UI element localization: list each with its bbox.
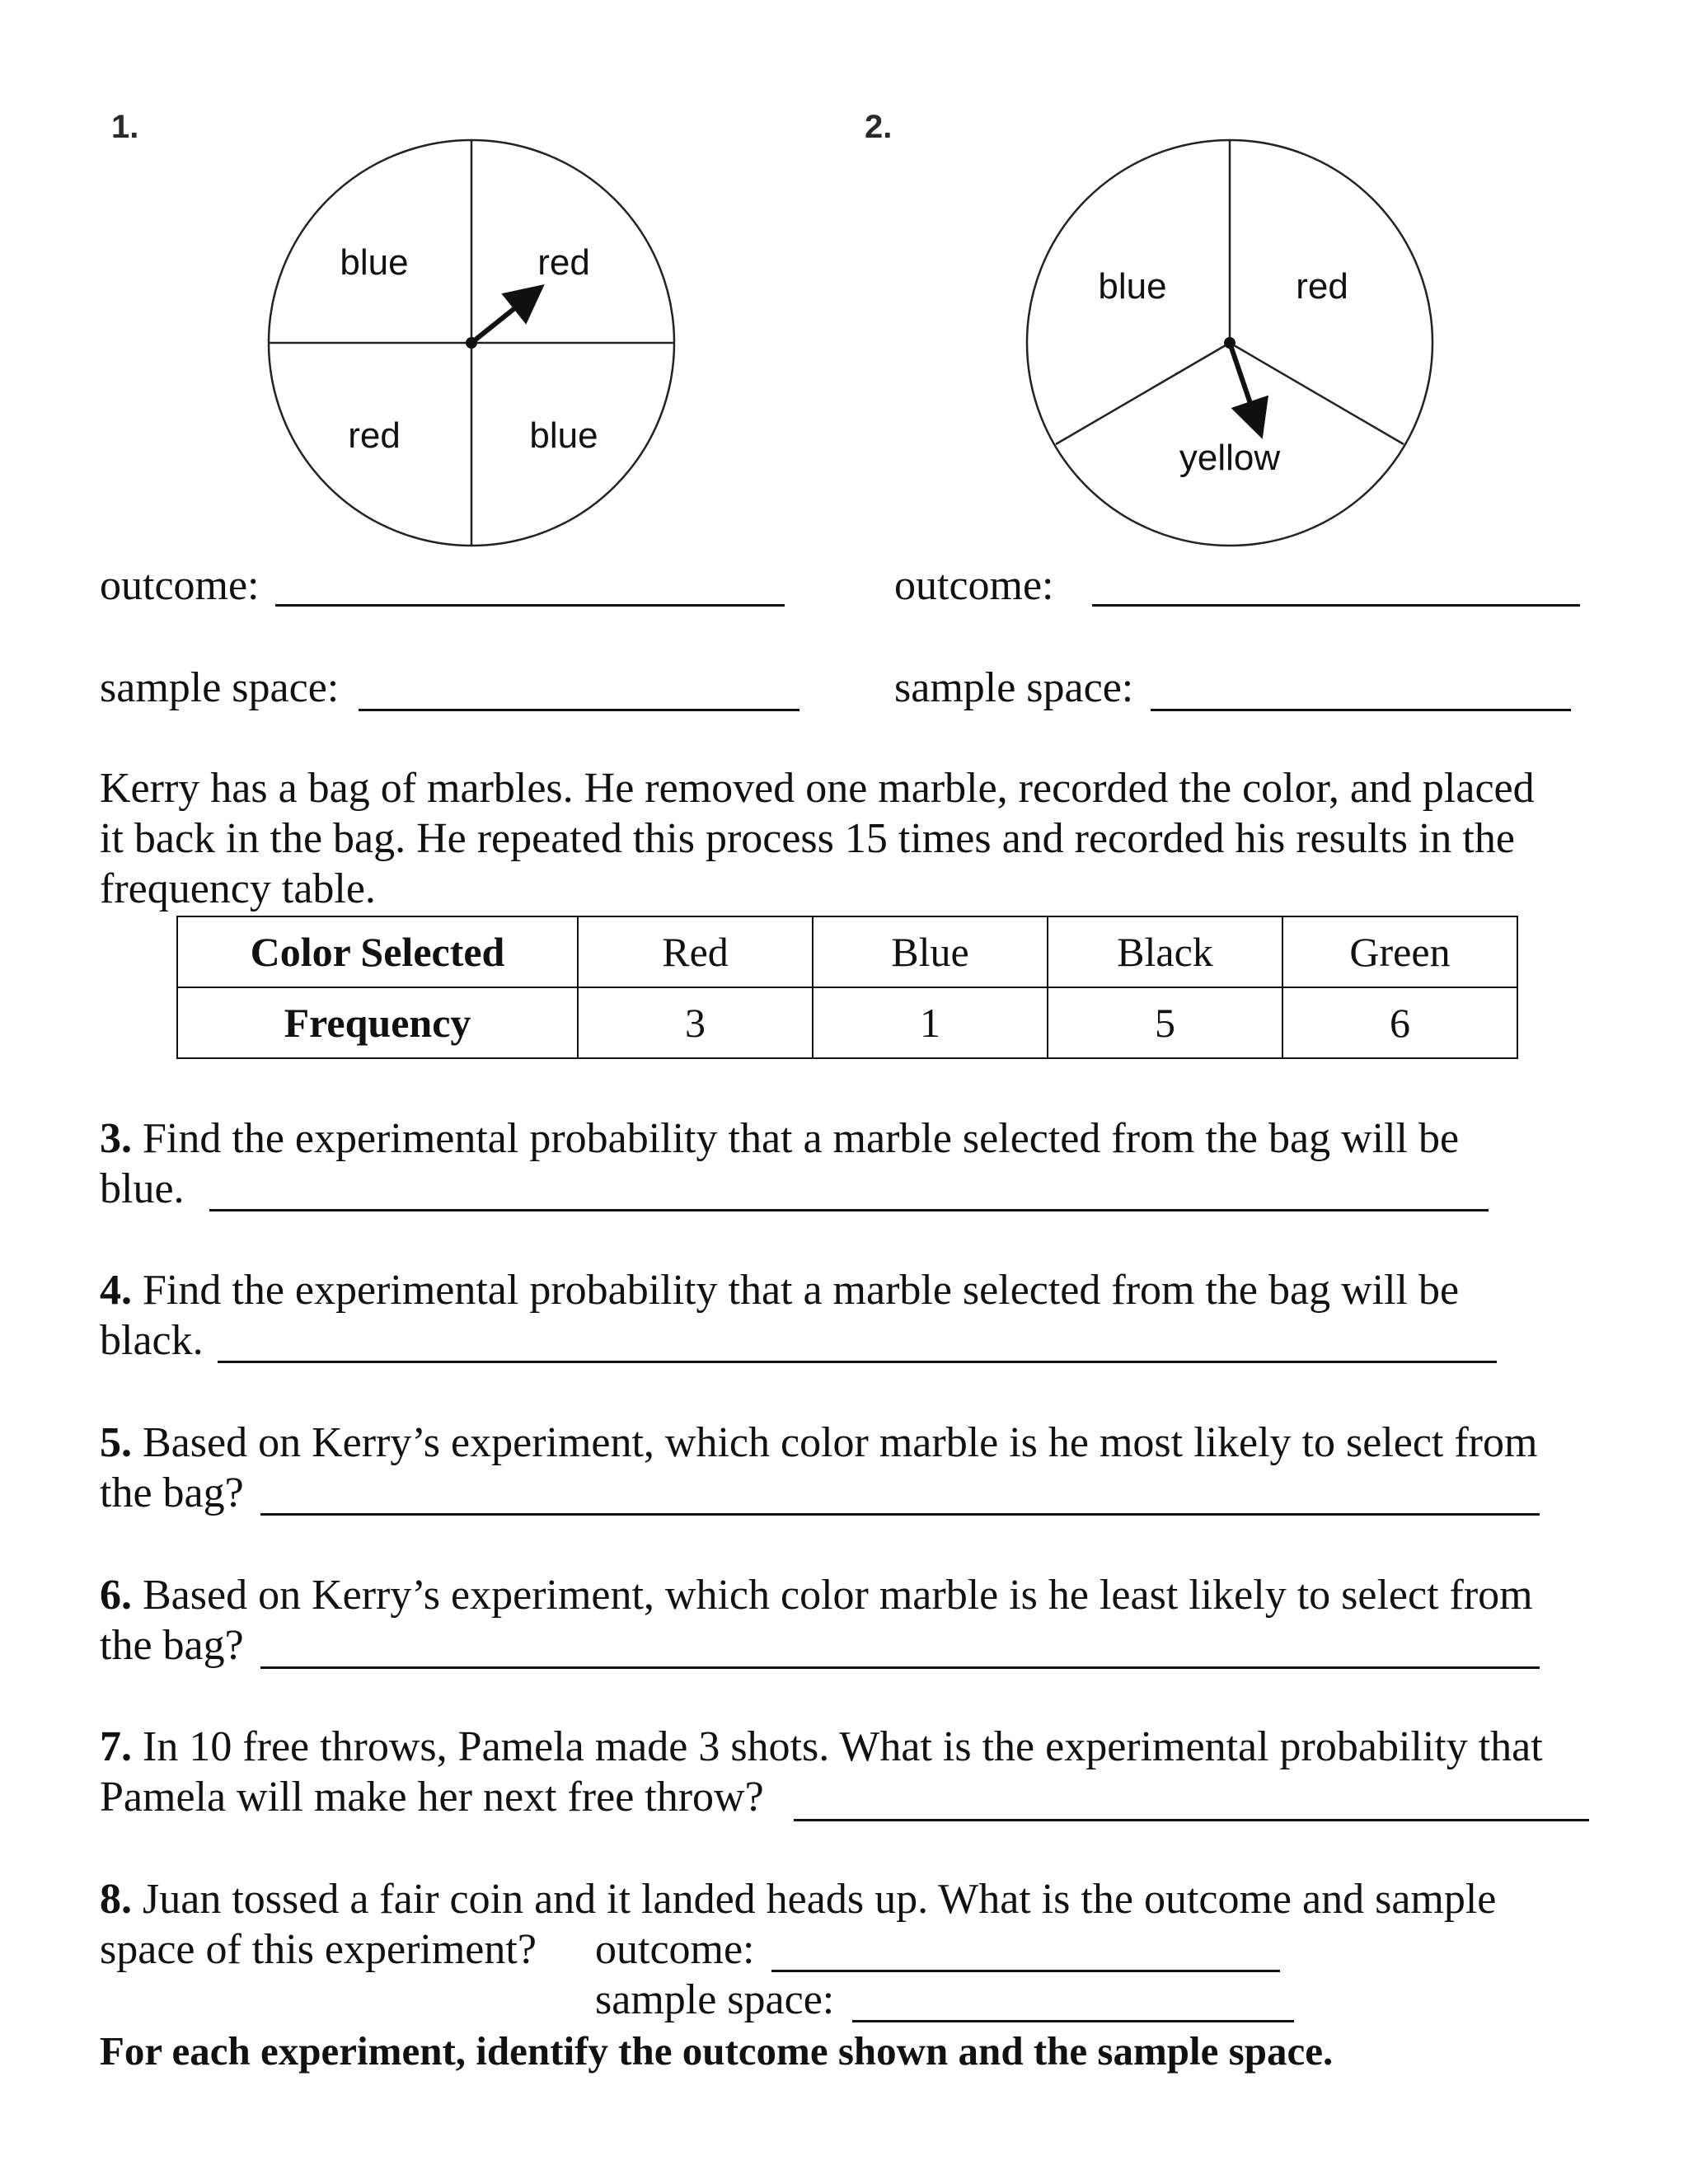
question-7 [100, 1722, 1543, 1822]
question-5-text-line-2: the bag? [100, 1469, 244, 1516]
question-5-text: Based on Kerry’s experiment, which color marble is he most likely to select from [132, 1419, 1538, 1466]
table-header-frequency: Frequency [177, 987, 578, 1058]
problem-2-sample-space-blank[interactable] [1151, 709, 1571, 711]
spinner-2-label-bottom: yellow [1179, 438, 1281, 478]
question-8-sample-space-blank[interactable] [852, 2020, 1294, 2022]
problem-2-number: 2. [865, 109, 893, 145]
question-6-number: 6. [100, 1572, 132, 1619]
spinner-2-label-left: blue [1098, 266, 1167, 307]
table-row-colors [177, 916, 1517, 987]
problem-1-number: 1. [111, 109, 139, 145]
table-cell-frequency-blue: 1 [813, 987, 1048, 1058]
problem-1-outcome-blank[interactable] [275, 604, 785, 607]
question-4 [100, 1265, 1459, 1366]
intro-line-2: it back in the bag. He repeated this process 15 times and recorded his results in the [100, 815, 1515, 862]
problem-2-outcome-blank[interactable] [1092, 604, 1580, 607]
question-7-number: 7. [100, 1723, 132, 1770]
table-cell-color-blue: Blue [813, 916, 1048, 987]
table-row-frequency [177, 987, 1517, 1058]
question-5 [100, 1418, 1537, 1518]
intro-paragraph [100, 763, 1535, 914]
spinner-1-label-bottom-left: red [348, 415, 401, 456]
question-8-text: Juan tossed a fair coin and it landed heads up. What is the outcome and sample [132, 1876, 1497, 1923]
question-6 [100, 1570, 1533, 1671]
spinner-1-label-top-right: red [537, 242, 590, 283]
question-8-number: 8. [100, 1876, 132, 1923]
table-cell-color-green: Green [1282, 916, 1517, 987]
question-3-text-line-2: blue. [100, 1165, 185, 1212]
problem-2-sample-space-label: sample space: [894, 664, 1134, 711]
spinner-1-pivot [466, 337, 477, 349]
problem-1-outcome-label: outcome: [100, 562, 260, 609]
question-6-answer-blank[interactable] [260, 1666, 1540, 1669]
instructions-footer: For each experiment, identify the outcome shown and the sample space. [100, 2028, 1334, 2074]
question-5-number: 5. [100, 1419, 132, 1466]
spinner-2-pivot [1224, 337, 1236, 349]
spinner-1-label-bottom-right: blue [529, 415, 598, 456]
question-7-text: In 10 free throws, Pamela made 3 shots. What is the experimental probability that [132, 1723, 1543, 1770]
question-3 [100, 1113, 1459, 1214]
problem-2-outcome-label: outcome: [894, 562, 1054, 609]
table-header-color-selected: Color Selected [177, 916, 578, 987]
spinner-1 [269, 140, 674, 546]
question-6-text: Based on Kerry’s experiment, which color marble is he least likely to select from [132, 1572, 1533, 1619]
question-8-sample-space-label: sample space: [595, 1976, 835, 2023]
question-4-text-line-2: black. [100, 1317, 204, 1364]
question-4-answer-blank[interactable] [218, 1361, 1497, 1363]
question-5-answer-blank[interactable] [260, 1513, 1540, 1516]
spinner-2-divider-left [1056, 343, 1230, 444]
table-cell-color-red: Red [578, 916, 813, 987]
question-4-number: 4. [100, 1267, 132, 1314]
intro-line-3: frequency table. [100, 865, 376, 912]
spinner-1-label-top-left: blue [340, 242, 409, 283]
table-cell-frequency-red: 3 [578, 987, 813, 1058]
spinner-2-divider-right [1230, 343, 1404, 444]
spinner-2-label-right: red [1296, 266, 1348, 307]
table-cell-frequency-green: 6 [1282, 987, 1517, 1058]
question-3-number: 3. [100, 1115, 132, 1162]
question-8-text-line-2: space of this experiment? [100, 1926, 537, 1973]
question-3-text: Find the experimental probability that a marble selected from the bag will be [132, 1115, 1460, 1162]
spinner-2 [1027, 140, 1432, 546]
problem-1-sample-space-label: sample space: [100, 664, 340, 711]
question-8-outcome-blank[interactable] [771, 1970, 1280, 1972]
spinners-figure [0, 0, 1688, 577]
question-6-text-line-2: the bag? [100, 1622, 244, 1669]
question-4-text: Find the experimental probability that a marble selected from the bag will be [132, 1267, 1460, 1314]
question-8-outcome-label: outcome: [595, 1926, 755, 1973]
table-cell-color-black: Black [1048, 916, 1282, 987]
frequency-table [176, 916, 1518, 1059]
spinner-2-arrow [1230, 343, 1256, 420]
question-3-answer-blank[interactable] [209, 1209, 1489, 1212]
question-7-text-line-2: Pamela will make her next free throw? [100, 1774, 764, 1821]
problem-1-sample-space-blank[interactable] [359, 709, 799, 711]
table-cell-frequency-black: 5 [1048, 987, 1282, 1058]
question-7-answer-blank[interactable] [794, 1819, 1589, 1821]
question-8 [100, 1874, 1496, 1975]
spinner-1-arrow [471, 297, 529, 343]
intro-line-1: Kerry has a bag of marbles. He removed one marble, recorded the color, and placed [100, 765, 1535, 812]
